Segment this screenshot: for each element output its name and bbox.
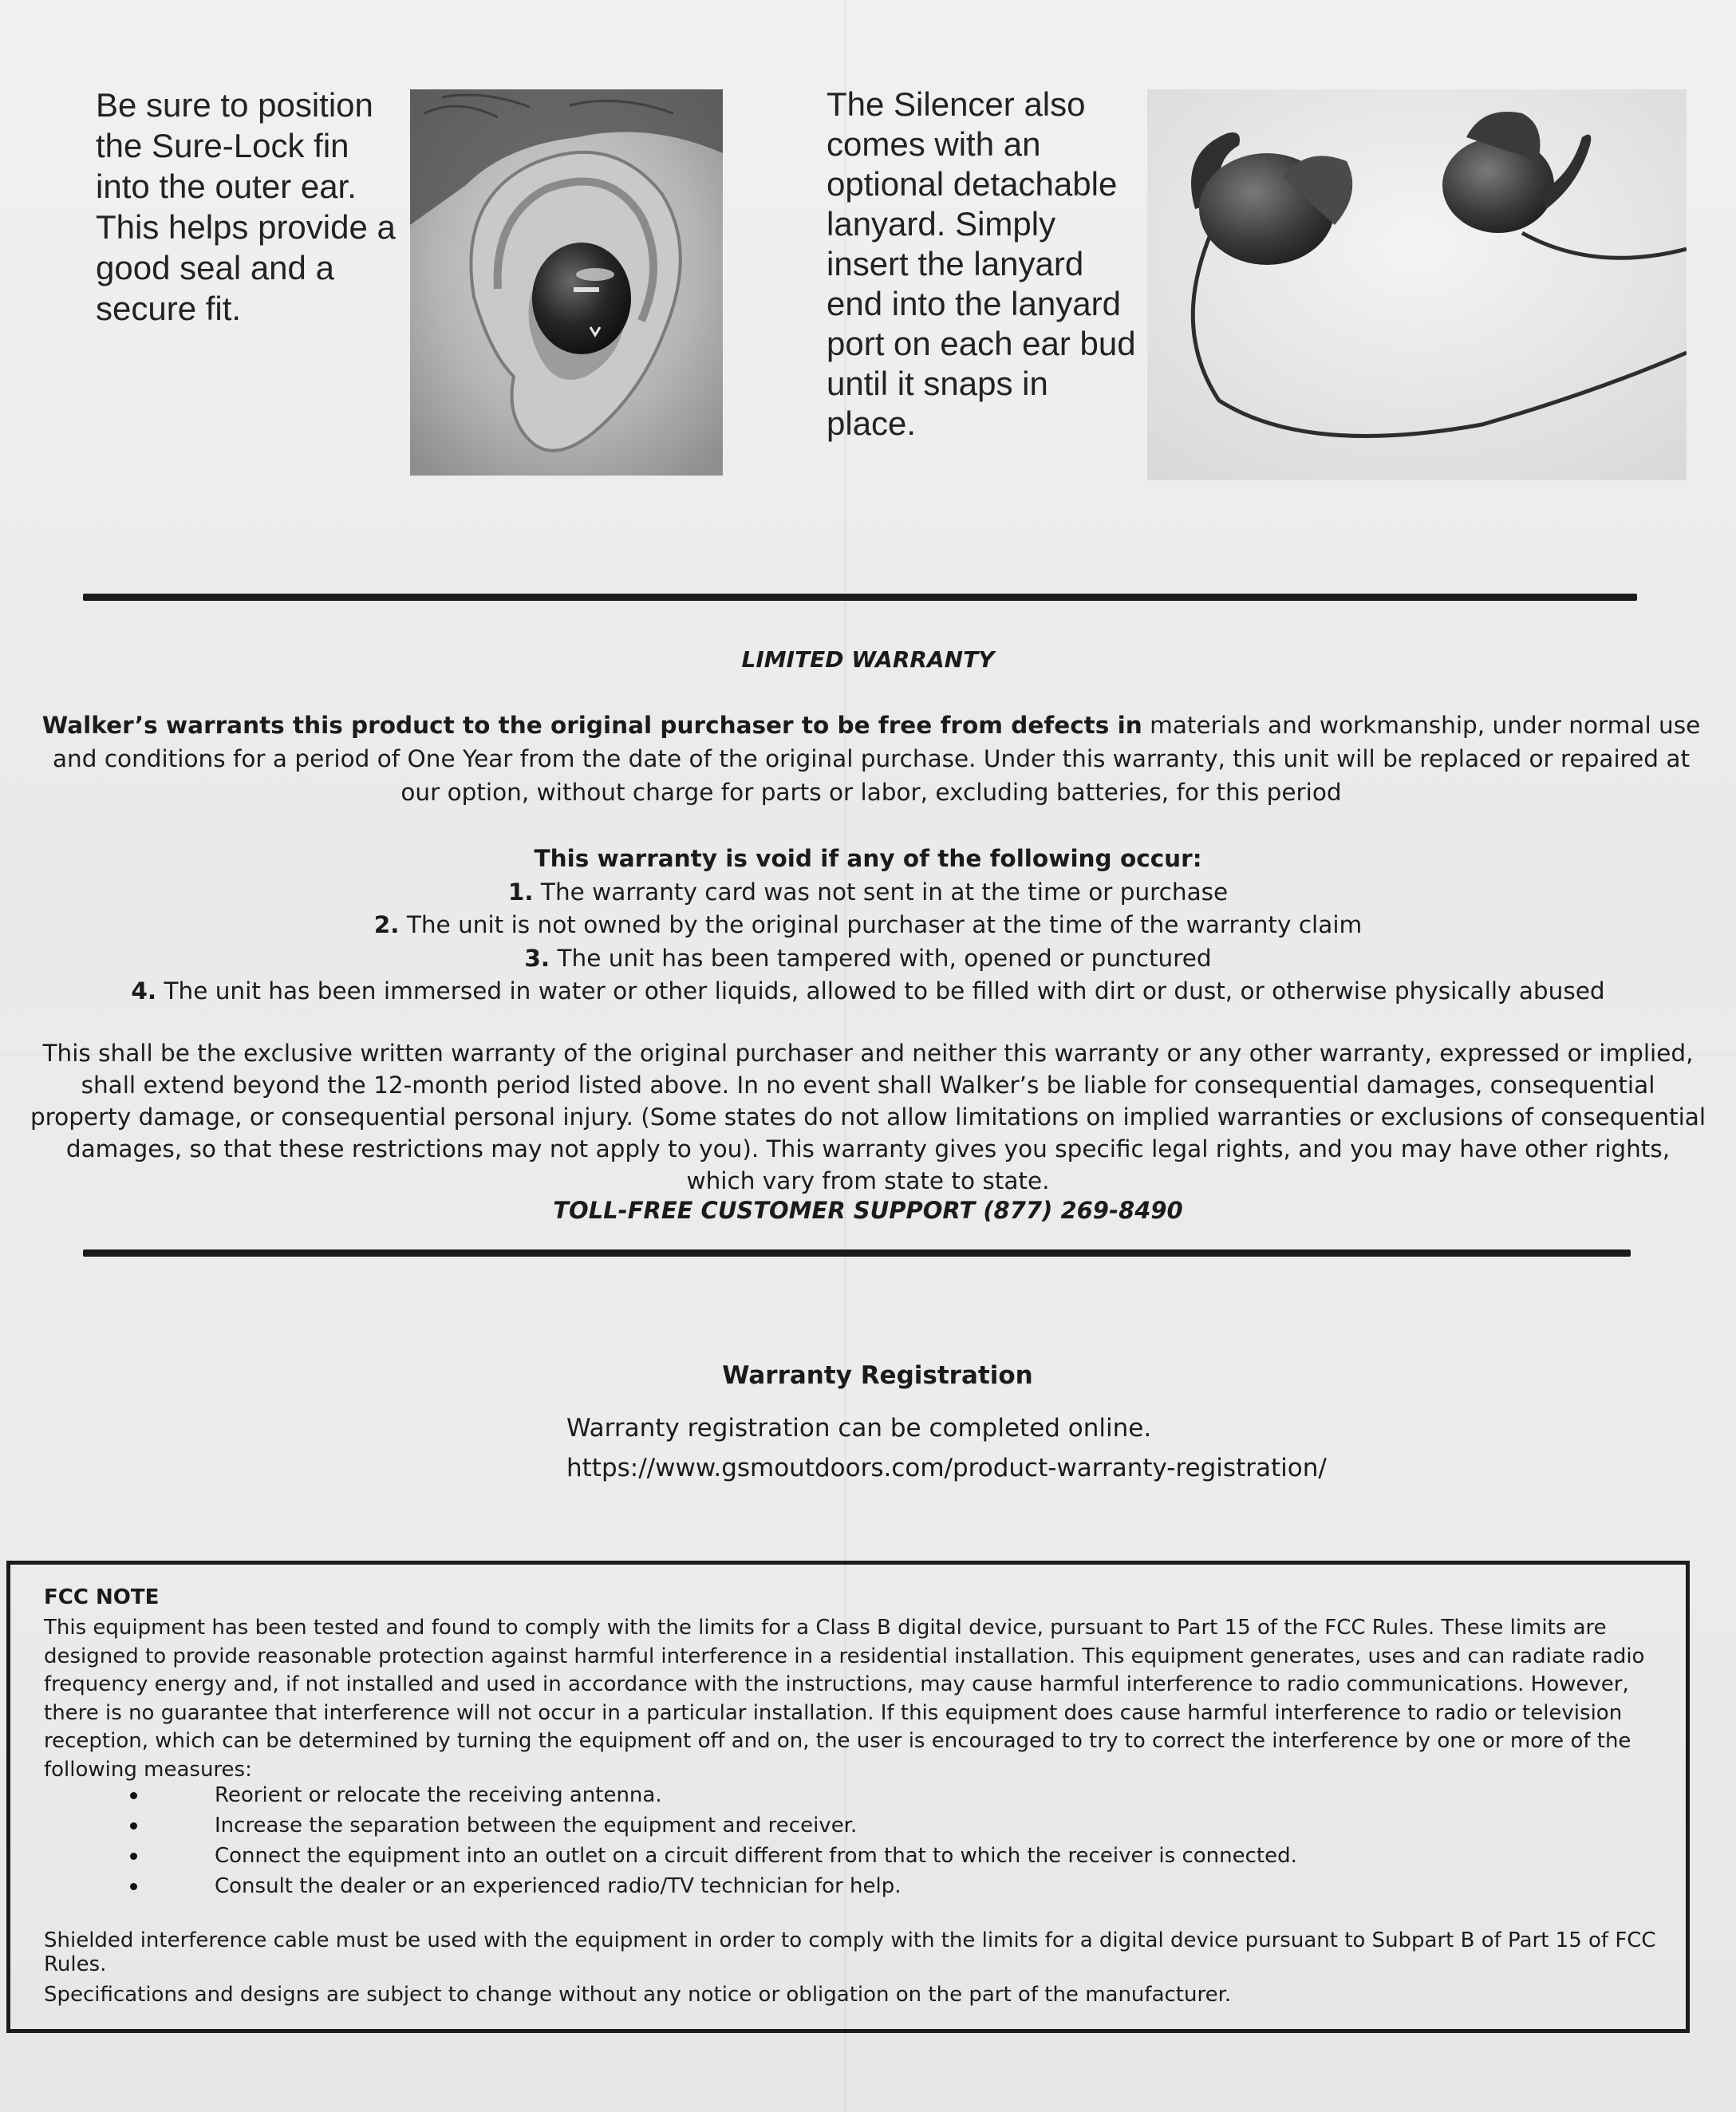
bullet-icon xyxy=(130,1883,137,1890)
section-divider xyxy=(83,1249,1631,1257)
warranty-paragraph xyxy=(35,709,1707,809)
void-heading: This warranty is void if any of the following occur: xyxy=(534,845,1202,872)
customer-support-line: TOLL-FREE CUSTOMER SUPPORT (877) 269-8490 xyxy=(553,1197,1183,1224)
bullet-icon xyxy=(130,1822,137,1830)
specifications-note: Specifications and designs are subject to change without any notice or obligation on the part of the manufacturer. xyxy=(44,1983,1232,2007)
section-divider xyxy=(83,594,1637,601)
lanyard-instructions: The Silencer also comes with an optional detachable lanyard. Simply insert the lanyard end into the lanyard port on each ear bud until it snaps in place. xyxy=(827,85,1136,442)
list-item: Reorient or relocate the receiving antenna. xyxy=(130,1780,1646,1810)
earbuds-with-lanyard-photo xyxy=(1147,89,1687,480)
ear-with-earbud-photo xyxy=(410,89,723,476)
void-item: 2. The unit is not owned by the original purchaser at the time of the warranty claim xyxy=(373,911,1363,938)
bullet-icon xyxy=(130,1792,137,1799)
bullet-icon xyxy=(130,1853,137,1860)
void-item: 1. The warranty card was not sent in at the time or purchase xyxy=(507,878,1229,906)
exclusive-warranty-paragraph: This shall be the exclusive written warranty of the original purchaser and neither this warranty or any other warranty, expressed or implied, shall extend beyond the 12-month period listed above. In no event shall Walker’s be liable for consequential damages, consequential property damage, or consequential personal injury. (Some states do not allow limitations on implied warranties or exclusions of consequential damages, so that these restrictions may not apply to you). This warranty gives you specific legal rights, and you may have other rights, which vary from state to state. xyxy=(30,1040,1706,1194)
fcc-title: FCC NOTE xyxy=(44,1585,160,1609)
void-item: 4. The unit has been immersed in water or other liquids, allowed to be filled with dirt or dust, or otherwise physically abused xyxy=(131,977,1605,1005)
void-conditions xyxy=(32,843,1704,1009)
warranty-lead-bold: Walker’s warrants this product to the original purchaser to be free from defects in xyxy=(41,712,1142,739)
fcc-shielded-cable-note: Shielded interference cable must be used with the equipment in order to comply with the limits for a digital device pursuant to Subpart B of Part 15 of FCC Rules. xyxy=(44,1928,1656,1976)
warranty-title: LIMITED WARRANTY xyxy=(741,646,995,673)
fcc-measures-list xyxy=(130,1780,1646,1901)
list-item: Consult the dealer or an experienced radio/TV technician for help. xyxy=(130,1871,1646,1901)
registration-text: Warranty registration can be completed online. xyxy=(566,1414,1152,1443)
list-item: Increase the separation between the equipment and receiver. xyxy=(130,1810,1646,1841)
fcc-paragraph: This equipment has been tested and found to comply with the limits for a Class B digital device, pursuant to Part 15 of the FCC Rules. These limits are designed to provide reasonable protection against harmful interference in a residential installation. This equipment generates, uses and can radiate radio frequency energy and, if not installed and used in accordance with the instructions, may cause harmful interference to radio communications. However, there is no guarantee that interference will not occur in a particular installation. If this equipment does cause harmful interference to radio or television reception, which can be determined by turning the equipment off and on, the user is encouraged to try to correct the interference by one or more of the following measures: xyxy=(44,1616,1645,1782)
void-item: 3. The unit has been tampered with, opened or punctured xyxy=(524,944,1212,972)
registration-title: Warranty Registration xyxy=(722,1361,1033,1390)
warranty-lead-rest: materials and workmanship, under normal use and conditions for a period of One Year from the date of the original purchase. Under this warranty, this unit will be replaced or repaired at our option, without charge for parts or labor, excluding batteries, for this period xyxy=(52,712,1701,806)
registration-url-link[interactable]: https://www.gsmoutdoors.com/product-warranty-registration/ xyxy=(566,1454,1327,1482)
sure-lock-fit-tip: Be sure to position the Sure-Lock fin into the outer ear. This helps provide a good seal and a secure fit. xyxy=(96,86,396,327)
list-item: Connect the equipment into an outlet on a circuit different from that to which the receiver is connected. xyxy=(130,1841,1646,1871)
fcc-note-box xyxy=(6,1561,1690,2033)
